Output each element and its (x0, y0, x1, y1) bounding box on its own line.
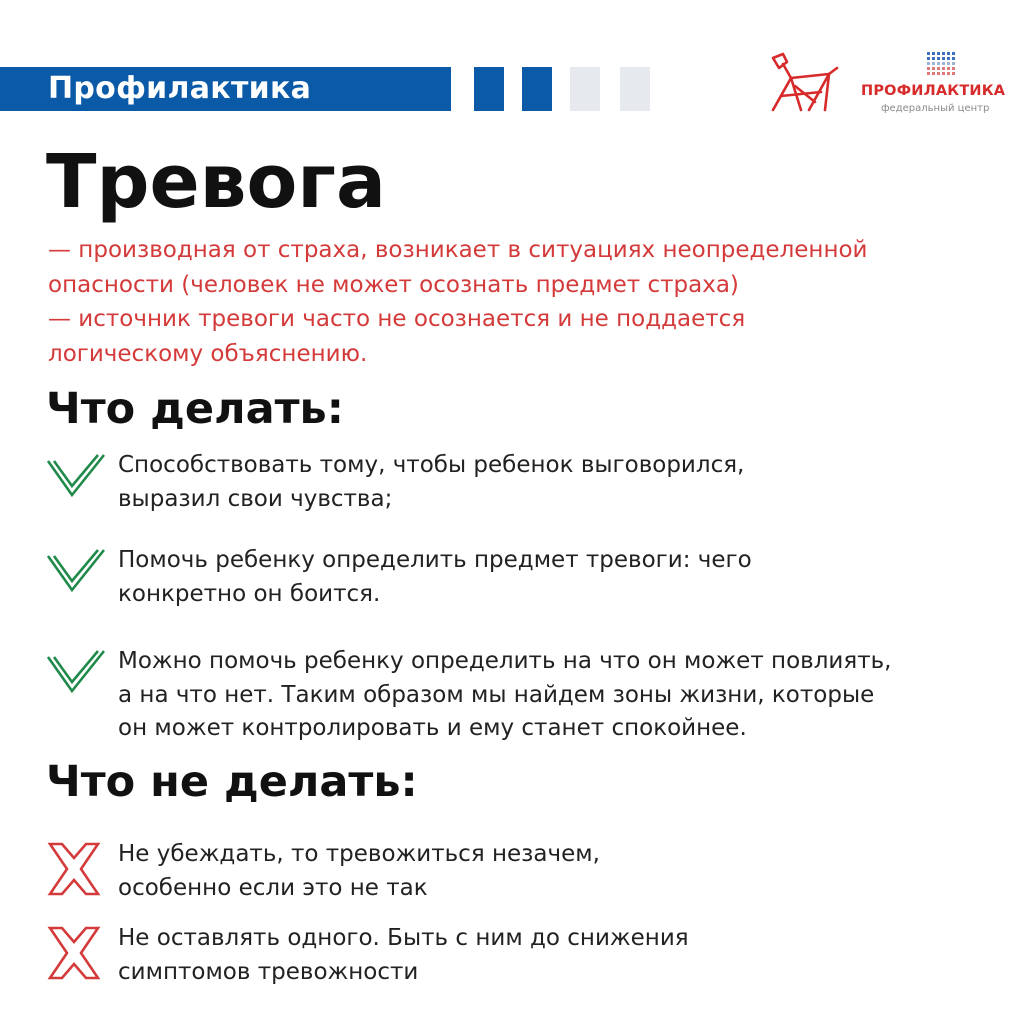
cross-icon (46, 924, 102, 982)
dont-item-text (118, 838, 1008, 905)
item-line: Не убеждать, то тревожиться незачем, (118, 841, 600, 867)
logo-subtitle: федеральный центр (881, 103, 990, 114)
logo-title: ПРОФИЛАКТИКА (861, 83, 1006, 99)
definition-line: логическому объяснению. (48, 340, 368, 367)
banner-square-gray-2 (620, 67, 650, 111)
checkmark-icon (46, 647, 106, 695)
item-line: симптомов тревожности (118, 958, 419, 985)
definition-line: — производная от страха, возникает в ситуациях неопределенной (48, 237, 868, 263)
horse-logo-icon (765, 52, 843, 116)
do-heading: Что делать: (46, 384, 344, 434)
definition-text (48, 233, 1008, 371)
do-item-text (118, 645, 1008, 746)
checkmark-icon (46, 546, 106, 594)
banner-square-gray-1 (570, 67, 600, 111)
item-line: Помочь ребенку определить предмет тревоги: чего (118, 547, 752, 573)
banner-title: Профилактика (48, 71, 312, 106)
do-item-text (118, 544, 1008, 611)
page-title: Тревога (46, 139, 386, 225)
dont-heading: Что не делать: (46, 757, 418, 807)
do-item-text (118, 449, 1008, 516)
item-line: выразил свои чувства; (118, 485, 393, 512)
logo-grid-icon (927, 52, 963, 80)
definition-line: — источник тревоги часто не осознается и не поддается (48, 306, 746, 332)
item-line: особенно если это не так (118, 874, 428, 901)
banner-square-blue-2 (522, 67, 552, 111)
item-line: а на что нет. Таким образом мы найдем зоны жизни, которые (118, 681, 875, 708)
item-line: Можно помочь ребенку определить на что он может повлиять, (118, 648, 892, 674)
banner-square-blue-1 (474, 67, 504, 111)
item-line: он может контролировать и ему станет спокойнее. (118, 715, 747, 741)
item-line: Способствовать тому, чтобы ребенок выговорился, (118, 452, 745, 478)
dont-item-text (118, 922, 1008, 989)
item-line: Не оставлять одного. Быть с ним до снижения (118, 925, 689, 951)
definition-line: опасности (человек не может осознать предмет страха) (48, 271, 739, 298)
item-line: конкретно он боится. (118, 580, 381, 607)
cross-icon (46, 840, 102, 898)
checkmark-icon (46, 451, 106, 499)
logo (765, 48, 1015, 120)
